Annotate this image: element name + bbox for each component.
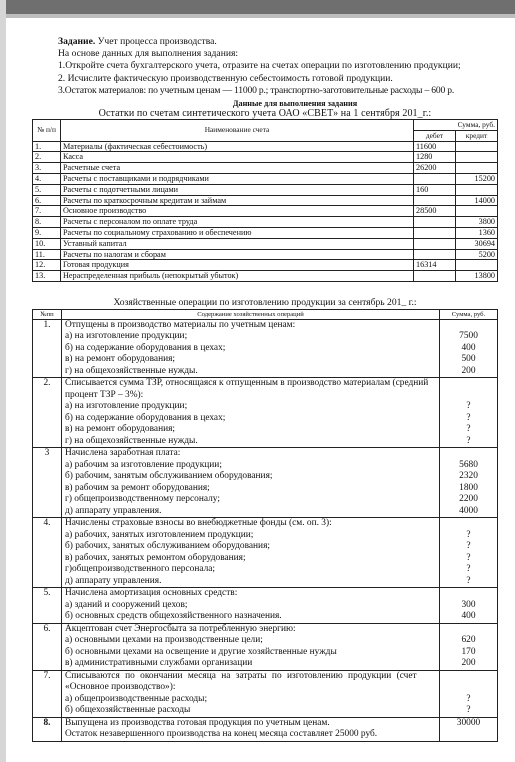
- operation-amounts: [440, 588, 498, 624]
- debit-value: [414, 271, 456, 282]
- operation-line: д) аппарату управления.: [65, 575, 162, 586]
- amount-value: ?: [466, 705, 471, 716]
- operation-number: 2.: [33, 378, 62, 448]
- table-row: [33, 227, 498, 238]
- row-num: 2.: [33, 152, 61, 163]
- operation-line: в) административными службами организации: [65, 658, 253, 669]
- operation-line: Отпущены в производство материалы по учетным ценам:: [65, 319, 296, 330]
- credit-value: [456, 141, 498, 152]
- amount-value: ?: [466, 693, 471, 704]
- table-row: [33, 260, 498, 271]
- row-num: 1.: [33, 141, 61, 152]
- table-row: [33, 238, 498, 249]
- operation-number: 4.: [33, 518, 62, 588]
- amount-value: 5680: [459, 459, 478, 470]
- operation-line: б) основных средств общехозяйственного назначения.: [65, 611, 282, 622]
- account-name: Расчеты по краткосрочным кредитам и займам: [61, 195, 414, 206]
- operation-line: б) основными цехами на освещение и другие хозяйственные нужды: [65, 646, 337, 657]
- intro-line-3: 1.Откройте счета бухгалтерского учета, отразите на счетах операции по изготовлению продукции;: [58, 60, 461, 72]
- amount-value: [443, 729, 494, 741]
- credit-value: 1360: [456, 227, 498, 238]
- amount-value: 200: [461, 658, 476, 669]
- scan-left-edge: [0, 0, 6, 762]
- credit-value: 30694: [456, 238, 498, 249]
- operation-line: в) на ремонт оборудования;: [65, 354, 176, 365]
- operation-amounts: [440, 670, 498, 717]
- amount-value: [443, 624, 494, 636]
- operation-line: г)общепроизводственного персонала;: [65, 564, 216, 575]
- amount-value: 2200: [459, 494, 478, 505]
- debit-value: 11600: [414, 141, 456, 152]
- operation-row: [33, 378, 498, 448]
- operation-amounts: [440, 319, 498, 378]
- amount-value: 300: [461, 599, 476, 610]
- account-name: Расчеты с персоналом по оплате труда: [61, 217, 414, 228]
- col-num-header: № п/п: [33, 120, 61, 142]
- table-row: [33, 249, 498, 260]
- scan-top-shadow: [0, 14, 515, 18]
- scan-top-edge: [0, 0, 515, 14]
- operation-line: г) общепроизводственному персоналу;: [65, 494, 220, 505]
- col-debit-header: дебет: [414, 130, 456, 141]
- operation-line: в) на ремонт оборудования;: [65, 424, 176, 435]
- intro-line-5: 3.Остаток материалов: по учетным ценам — 11000 р.; транспортно-заготовительные расходы – 600 р.: [58, 84, 455, 96]
- amount-value: [443, 448, 494, 460]
- credit-value: 15200: [456, 174, 498, 185]
- credit-value: [456, 206, 498, 217]
- amount-value: 200: [461, 365, 476, 376]
- table-row: [33, 271, 498, 282]
- col-credit-header: кредит: [456, 130, 498, 141]
- operation-number: 7.: [33, 670, 62, 717]
- operation-content: [62, 717, 440, 741]
- account-name: Материалы (фактическая себестоимость): [61, 141, 414, 152]
- row-num: 4.: [33, 174, 61, 185]
- intro-line-4: 2. Исчислите фактическую производственную себестоимость готовой продукции.: [58, 72, 393, 84]
- table-row: [33, 163, 498, 174]
- account-name: Основное производство: [61, 206, 414, 217]
- debit-value: 28500: [414, 206, 456, 217]
- amount-value: ?: [466, 424, 471, 435]
- operation-line: а) на изготовление продукции;: [65, 401, 188, 412]
- row-num: 12.: [33, 260, 61, 271]
- credit-value: 5200: [456, 249, 498, 260]
- amount-value: ?: [466, 412, 471, 423]
- amount-value: [443, 390, 494, 402]
- amount-value: ?: [466, 541, 471, 552]
- debit-value: 1280: [414, 152, 456, 163]
- row-num: 7.: [33, 206, 61, 217]
- amount-value: 4000: [459, 505, 478, 516]
- amount-value: ?: [466, 435, 471, 446]
- row-num: 9.: [33, 227, 61, 238]
- operation-line: Выпущена из производства готовая продукция по учетным ценам.: [65, 717, 330, 728]
- row-num: 5.: [33, 184, 61, 195]
- operation-content: [62, 623, 440, 670]
- amount-value: ?: [466, 564, 471, 575]
- col-op-num-header: №пп: [33, 309, 62, 319]
- row-num: 6.: [33, 195, 61, 206]
- operation-line: а) рабочих, занятых изготовлением продукции;: [65, 529, 254, 540]
- row-num: 8.: [33, 217, 61, 228]
- amount-value: 400: [461, 342, 476, 353]
- table-row: [33, 174, 498, 185]
- account-name: Уставный капитал: [61, 238, 414, 249]
- operation-line: в) рабочих, занятых ремонтом оборудования;: [65, 552, 246, 563]
- operation-row: [33, 448, 498, 518]
- operation-amounts: [440, 717, 498, 741]
- operations-table: [32, 309, 498, 742]
- credit-value: [456, 260, 498, 271]
- debit-value: [414, 249, 456, 260]
- operation-number: 1.: [33, 319, 62, 378]
- amount-value: [443, 682, 494, 694]
- operation-line: д) аппарату управления.: [65, 505, 162, 516]
- account-name: Расчеты с поставщиками и подрядчиками: [61, 174, 414, 185]
- operation-content: [62, 319, 440, 378]
- operation-row: [33, 623, 498, 670]
- col-sum-header: Сумма, руб.: [414, 120, 498, 131]
- operation-line: а) зданий и сооружений цехов;: [65, 599, 188, 610]
- operation-line: г) на общехозяйственные нужды.: [65, 435, 198, 446]
- table-row: [33, 184, 498, 195]
- amount-value: [443, 320, 494, 332]
- operation-number: 8.: [33, 717, 62, 741]
- amount-value: 500: [461, 354, 476, 365]
- operation-number: 3: [33, 448, 62, 518]
- amount-value: 400: [461, 611, 476, 622]
- table-row: [33, 206, 498, 217]
- operation-row: [33, 588, 498, 624]
- operation-line: в) рабочим за ремонт оборудования;: [65, 482, 210, 493]
- operation-line: Списывается сумма ТЗР, относящаяся к отпущенным в производство материалам (средний: [65, 378, 429, 389]
- credit-value: 13800: [456, 271, 498, 282]
- col-name-header: Наименование счета: [61, 120, 414, 142]
- operation-line: г) на общехозяйственные нужды.: [65, 365, 198, 376]
- debit-value: 16314: [414, 260, 456, 271]
- operation-line: а) общепроизводственные расходы;: [65, 693, 208, 704]
- operation-amounts: [440, 378, 498, 448]
- operation-amounts: [440, 623, 498, 670]
- operation-line: Начислены страховые взносы во внебюджетные фонды (см. оп. 3):: [65, 518, 332, 529]
- operation-content: [62, 518, 440, 588]
- task-text: Учет процесса производства.: [97, 36, 217, 47]
- operation-line: б) на содержание оборудования в цехах;: [65, 342, 226, 353]
- amount-value: ?: [466, 575, 471, 586]
- table2-title: Хозяйственные операции по изготовлению продукции за сентябрь 201_ г.:: [113, 296, 417, 308]
- operation-number: 6.: [33, 623, 62, 670]
- data-caption: Данные для выполнения задания: [232, 99, 358, 109]
- account-name: Расчеты с подотчетными лицами: [61, 184, 414, 195]
- amount-value: 7500: [459, 331, 478, 342]
- amount-value: ?: [466, 401, 471, 412]
- debit-value: [414, 227, 456, 238]
- amount-value: ?: [466, 552, 471, 563]
- operation-row: [33, 717, 498, 741]
- operation-line: а) на изготовление продукции;: [65, 331, 188, 342]
- operation-line: б) рабочим, занятым обслуживанием оборудования;: [65, 471, 273, 482]
- table-row: [33, 152, 498, 163]
- operation-line: Списываются по окончании месяца на затраты по изготовлению продукции (счет: [65, 670, 417, 681]
- account-name: Расчетные счета: [61, 163, 414, 174]
- credit-value: [456, 152, 498, 163]
- operation-line: б) общехозяйственные расходы: [65, 705, 191, 716]
- table1-title: Остатки по счетам синтетического учета ОАО «СВЕТ» на 1 сентября 201_г.:: [98, 108, 432, 120]
- table-row: [33, 217, 498, 228]
- task-label: Задание.: [58, 36, 96, 47]
- operation-row: [33, 319, 498, 378]
- debit-value: [414, 217, 456, 228]
- operation-row: [33, 518, 498, 588]
- credit-value: [456, 163, 498, 174]
- col-amount-header: Сумма, руб.: [440, 309, 498, 319]
- account-name: Расчеты по налогам и сборам: [61, 249, 414, 260]
- amount-value: ?: [466, 529, 471, 540]
- operation-line: Начислена амортизация основных средств:: [65, 588, 238, 599]
- col-content-header: Содержание хозяйственных операций: [62, 309, 440, 319]
- row-num: 11.: [33, 249, 61, 260]
- account-name: Нераспределенная прибыль (непокрытый убыток): [61, 271, 414, 282]
- operation-content: [62, 378, 440, 448]
- amount-value: 620: [461, 635, 476, 646]
- operation-line: а) основными цехами на производственные цели;: [65, 635, 263, 646]
- amount-value: [443, 588, 494, 600]
- intro-line-2: На основе данных для выполнения задания:: [58, 48, 239, 60]
- document-page: [32, 36, 498, 742]
- operation-line: Акцептован счет Энергосбыта за потребленную энергию:: [65, 623, 296, 634]
- operation-line: Начислена заработная плата:: [65, 448, 181, 459]
- table-row: [33, 141, 498, 152]
- balances-table: [32, 119, 498, 282]
- debit-value: [414, 174, 456, 185]
- account-name: Готовая продукция: [61, 260, 414, 271]
- operation-amounts: [440, 448, 498, 518]
- credit-value: 3800: [456, 217, 498, 228]
- table-row: [33, 195, 498, 206]
- account-name: Касса: [61, 152, 414, 163]
- debit-value: [414, 195, 456, 206]
- debit-value: [414, 238, 456, 249]
- task-intro: [32, 36, 498, 97]
- operation-line: «Основное производство»):: [65, 682, 176, 693]
- debit-value: 26200: [414, 163, 456, 174]
- operation-line: б) на содержание оборудования в цехах;: [65, 412, 226, 423]
- amount-value: 30000: [456, 717, 481, 728]
- amount-value: [443, 518, 494, 530]
- amount-value: 1800: [459, 482, 478, 493]
- operation-line: б) рабочих, занятых обслуживанием оборудования;: [65, 541, 270, 552]
- debit-value: 160: [414, 184, 456, 195]
- amount-value: 170: [461, 646, 476, 657]
- operation-content: [62, 670, 440, 717]
- credit-value: 14000: [456, 195, 498, 206]
- operation-content: [62, 588, 440, 624]
- operation-row: [33, 670, 498, 717]
- amount-value: [443, 378, 494, 390]
- credit-value: [456, 184, 498, 195]
- operation-content: [62, 448, 440, 518]
- operation-line: а) рабочим за изготовление продукции;: [65, 459, 222, 470]
- operation-line: процент ТЗР – 3%):: [65, 389, 144, 400]
- operation-number: 5.: [33, 588, 62, 624]
- row-num: 3.: [33, 163, 61, 174]
- row-num: 10.: [33, 238, 61, 249]
- amount-value: 2320: [459, 471, 478, 482]
- account-name: Расчеты по социальному страхованию и обеспечению: [61, 227, 414, 238]
- operation-amounts: [440, 518, 498, 588]
- amount-value: [443, 671, 494, 683]
- row-num: 13.: [33, 271, 61, 282]
- operation-line: Остаток незавершенного производства на конец месяца составляет 25000 руб.: [65, 729, 378, 740]
